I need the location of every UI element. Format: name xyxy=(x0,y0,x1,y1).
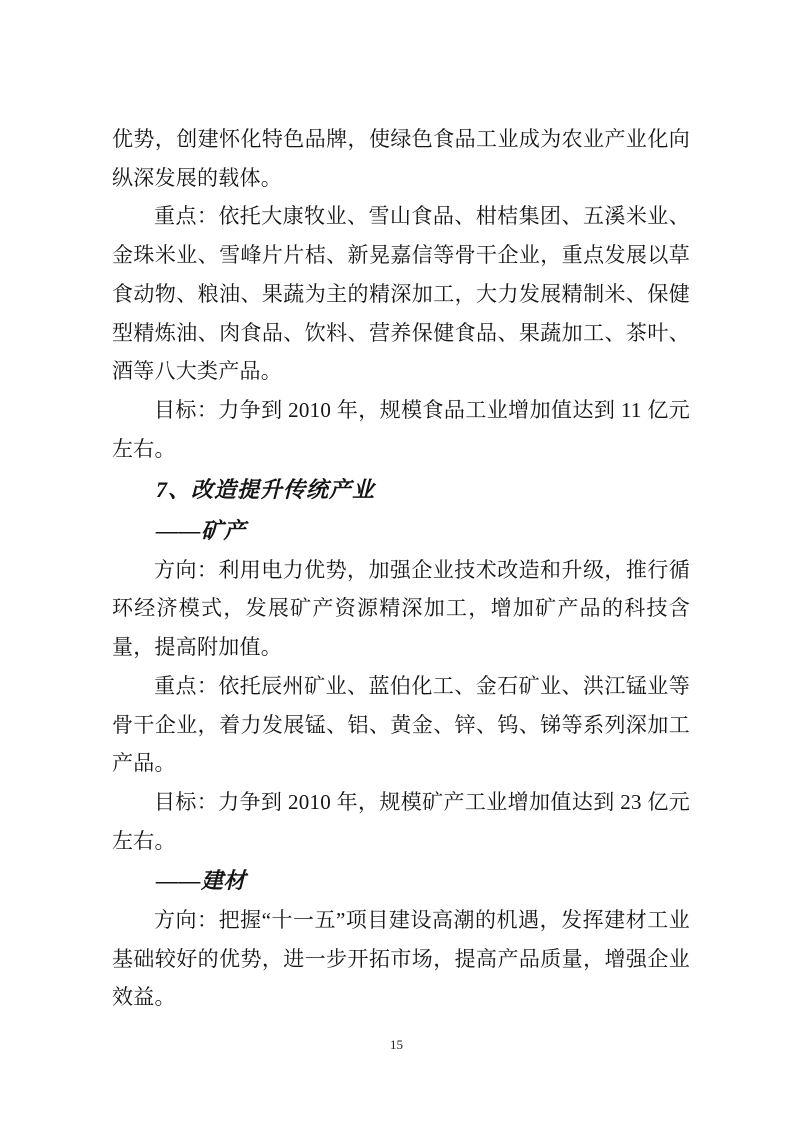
page-number: 15 xyxy=(390,1037,403,1052)
subsection-heading-minerals: ——矿产 xyxy=(156,518,247,544)
subsection-heading-building-materials: ——建材 xyxy=(156,868,247,894)
paragraph-minerals-target: 目标：力争到 2010 年，规模矿产工业增加值达到 23 亿元左右。 xyxy=(112,789,690,853)
paragraph-building-materials-direction: 方向：把握“十一五”项目建设高潮的机遇，发挥建材工业基础较好的优势，进一步开拓市场，提高产品质量，增强企业效益。 xyxy=(112,908,690,1010)
paragraph-food-key-points: 重点：依托大康牧业、雪山食品、柑桔集团、五溪米业、金珠米业、雪峰片片桔、新晃嘉信等骨干企业，重点发展以草食动物、粮油、果蔬为主的精深加工，大力发展精制米、保健型精炼油、肉食品、饮料、营养保健食品、果蔬加工、茶叶、酒等八大类产品。 xyxy=(112,204,690,384)
paragraph-continuation: 优势，创建怀化特色品牌，使绿色食品工业成为农业产业化向纵深发展的载体。 xyxy=(112,127,690,190)
paragraph-minerals-direction: 方向：利用电力优势，加强企业技术改造和升级，推行循环经济模式，发展矿产资源精深加工，增加矿产品的科技含量，提高附加值。 xyxy=(112,557,690,660)
paragraph-minerals-key-points: 重点：依托辰州矿业、蓝伯化工、金石矿业、洪江锰业等骨干企业，着力发展锰、铝、黄金、锌、钨、锑等系列深加工产品。 xyxy=(112,673,690,776)
section-heading-traditional-industries: 7、改造提升传统产业 xyxy=(156,477,376,503)
paragraph-food-target: 目标：力争到 2010 年，规模食品工业增加值达到 11 亿元左右。 xyxy=(112,397,690,461)
page-body xyxy=(112,120,690,1017)
